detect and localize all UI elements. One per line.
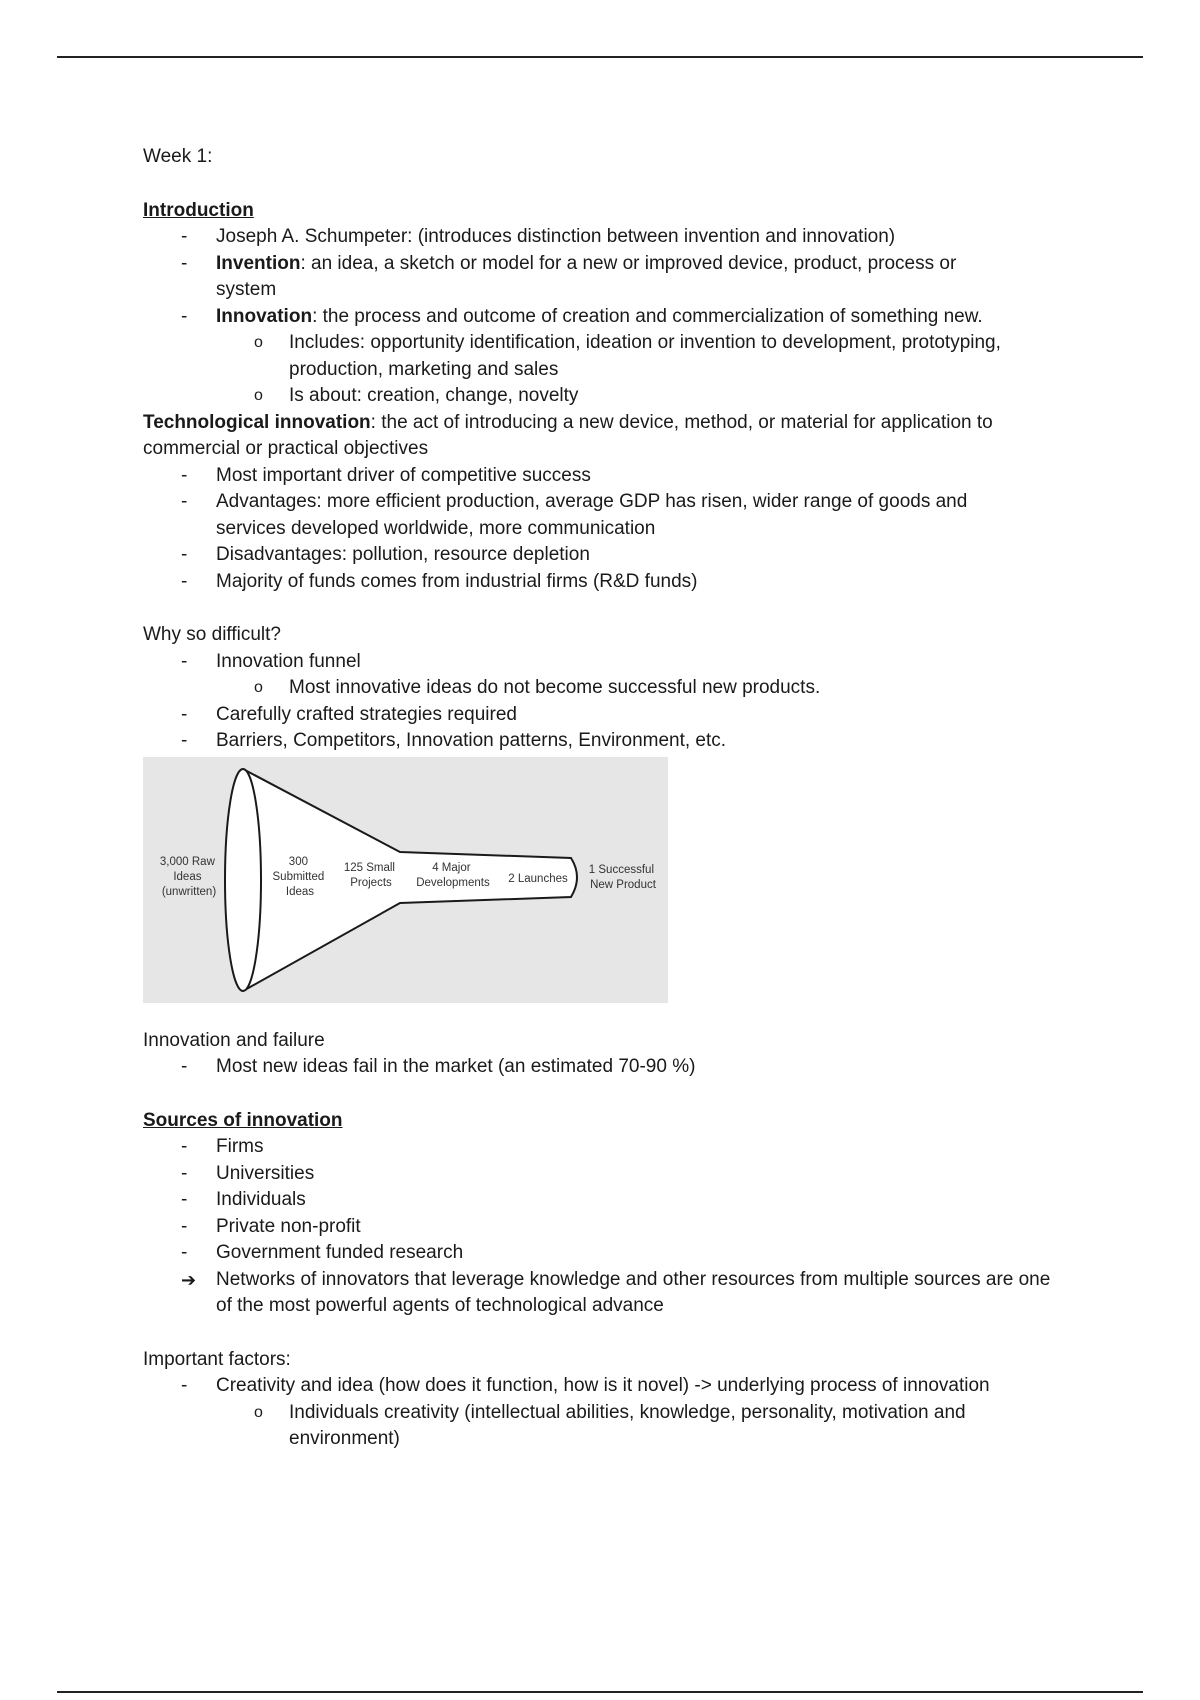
list-item: - Joseph A. Schumpeter: (introduces distinction between invention and innovation) [143, 224, 1073, 251]
dash-bullet: - [181, 703, 188, 725]
week-title: Week 1: [143, 146, 213, 167]
list-item: - Firms [143, 1134, 1073, 1161]
list-item: - Most important driver of competitive success [143, 463, 1073, 490]
list-item: - Advantages: more efficient production, average GDP has risen, wider range of goods and services developed worldwide, more communication [181, 491, 968, 539]
dash-bullet: - [181, 464, 188, 486]
label-small-projects: 125 Small Projects [343, 861, 395, 889]
dash-bullet: - [181, 650, 188, 672]
list-item: - Barriers, Competitors, Innovation patterns, Environment, etc. [143, 728, 1073, 755]
list-item: - Innovation funnel [143, 649, 1073, 676]
term-technological-innovation: Technological innovation [143, 411, 371, 433]
dash-bullet: - [181, 1215, 188, 1237]
header-rule [57, 56, 1143, 58]
label-launches: 2 Launches [508, 872, 568, 885]
dash-bullet: - [181, 226, 188, 247]
list-item: - Carefully crafted strategies required [143, 702, 1073, 729]
circle-bullet: o [254, 679, 263, 696]
sub-list-item: o Is about: creation, change, novelty [143, 383, 1073, 410]
circle-bullet: o [254, 387, 263, 404]
innovation-funnel-diagram [143, 757, 668, 1003]
footer-rule [57, 1691, 1143, 1693]
dash-bullet: - [181, 305, 188, 327]
list-item: - Majority of funds comes from industrial firms (R&D funds) [143, 569, 1073, 596]
tech-definition: Technological innovation: the act of introducing a new device, method, or material for application to commercial or practical objectives [143, 411, 993, 459]
dash-bullet: - [181, 1375, 188, 1396]
funnel-mouth [225, 769, 261, 991]
circle-bullet: o [254, 1403, 263, 1421]
failure-heading: Innovation and failure [143, 1029, 325, 1051]
conclusion-item: ➔ Networks of innovators that leverage knowledge and other resources from multiple sources are one of the most powerful agents of technological advance [181, 1268, 1051, 1316]
sub-list-item: o Includes: opportunity identification, ideation or invention to development, prototyping, production, marketing and sales [254, 332, 1001, 380]
list-item: - Most new ideas fail in the market (an estimated 70-90 %) [143, 1054, 1073, 1081]
label-submitted-ideas: 300 Submitted Ideas [272, 855, 325, 898]
label-successful-product: 1 Successful New Product [588, 863, 656, 891]
circle-bullet: o [254, 334, 263, 351]
term-invention: Invention [216, 252, 301, 274]
dash-bullet: - [181, 252, 188, 274]
list-item: - Universities [143, 1161, 1073, 1188]
list-item: - Individuals [143, 1187, 1073, 1214]
label-raw-ideas: 3,000 Raw Ideas (unwritten) [159, 855, 217, 898]
sub-list-item: o Individuals creativity (intellectual abilities, knowledge, personality, motivation and environment) [254, 1401, 966, 1449]
dash-bullet: - [181, 570, 188, 592]
document-body [143, 144, 1073, 1453]
list-item: - Invention: an idea, a sketch or model for a new or improved device, product, process or system [181, 252, 957, 300]
dash-bullet: - [181, 1189, 188, 1210]
dash-bullet: - [181, 1242, 188, 1263]
list-item: - Disadvantages: pollution, resource depletion [143, 542, 1073, 569]
difficult-heading: Why so difficult? [143, 624, 281, 645]
term-innovation: Innovation [216, 305, 313, 327]
sources-heading: Sources of innovation [143, 1109, 343, 1131]
list-item: - Innovation: the process and outcome of creation and commercialization of something new. [143, 304, 1073, 331]
factors-heading: Important factors: [143, 1348, 291, 1370]
label-major-developments: 4 Major Developments [416, 861, 490, 889]
introduction-heading: Introduction [143, 199, 254, 221]
dash-bullet: - [181, 1056, 188, 1077]
dash-bullet: - [181, 1162, 188, 1184]
dash-bullet: - [181, 491, 188, 512]
list-item: - Government funded research [143, 1240, 1073, 1267]
sub-list-item: o Most innovative ideas do not become successful new products. [143, 675, 1073, 702]
dash-bullet: - [181, 730, 188, 751]
list-item: - Private non-profit [143, 1214, 1073, 1241]
arrow-right-icon: ➔ [181, 1269, 197, 1290]
dash-bullet: - [181, 1136, 188, 1157]
list-item: - Creativity and idea (how does it function, how is it novel) -> underlying process of innovation [143, 1373, 1073, 1400]
dash-bullet: - [181, 544, 188, 565]
